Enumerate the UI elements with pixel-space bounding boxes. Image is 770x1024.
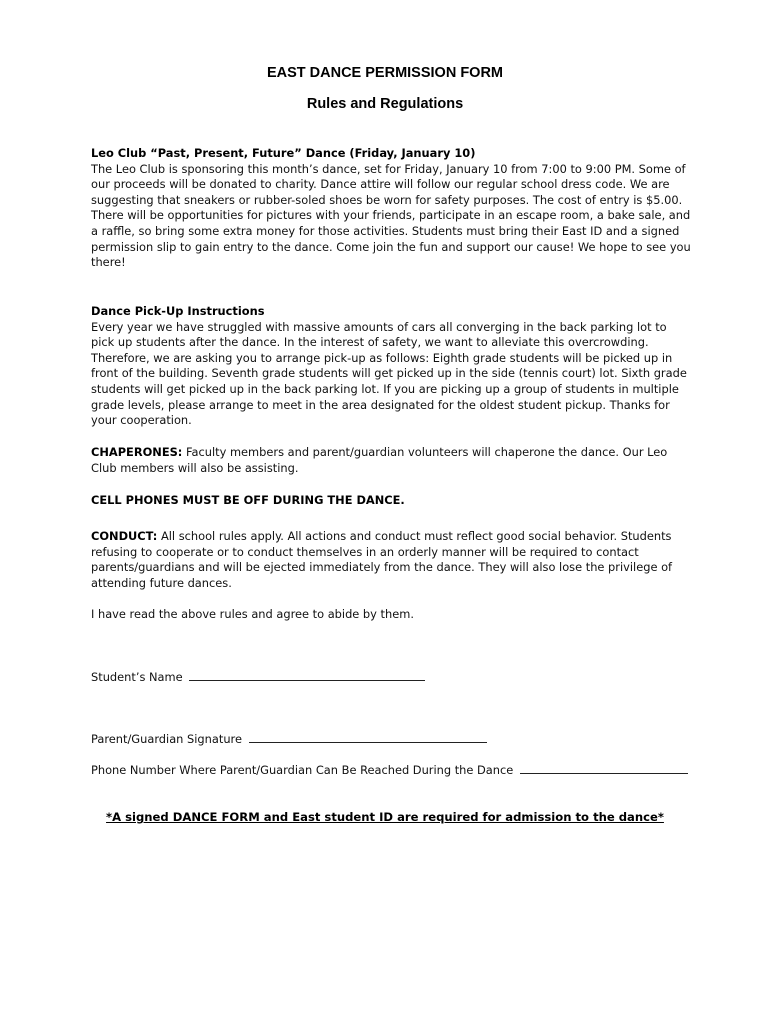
- leo-club-body: The Leo Club is sponsoring this month’s dance, set for Friday, January 10 from 7:00 to 9:00 PM. Some of our proceeds will be donated to charity. Dance attire will follow our regular school dress code. We are suggesting that sneakers or rubber-soled shoes be worn for safety purposes. The cost of entry is $5.00. There will be opportunities for pictures with your friends, participate in an escape room, a bake sale, and a raffle, so bring some extra money for those activities. Students must bring their East ID and a signed permission slip to gain entry to the dance. Come join the fun and support our cause! We hope to see you there!: [91, 161, 691, 270]
- leo-club-section: [91, 146, 691, 271]
- parent-signature-field[interactable]: [249, 732, 487, 743]
- chaperones-body: Faculty members and parent/guardian volunteers will chaperone the dance. Our Leo Club members will also be assisting.: [91, 445, 668, 475]
- footer-notice: *A signed DANCE FORM and East student ID are required for admission to the dance*: [106, 810, 664, 824]
- form-subtitle: Rules and Regulations: [306, 96, 464, 112]
- student-name-row: [91, 670, 425, 686]
- leo-club-heading: Leo Club “Past, Present, Future” Dance (Friday, January 10): [91, 146, 476, 160]
- chaperones-section: [91, 445, 691, 476]
- agreement-statement: I have read the above rules and agree to abide by them.: [91, 607, 414, 621]
- student-name-label: Student’s Name: [91, 670, 183, 684]
- phone-number-row: [91, 763, 688, 779]
- pickup-heading: Dance Pick-Up Instructions: [91, 304, 265, 318]
- student-name-field[interactable]: [189, 670, 425, 681]
- pickup-section: [91, 304, 691, 429]
- form-title: EAST DANCE PERMISSION FORM: [266, 65, 504, 81]
- chaperones-label: CHAPERONES:: [91, 445, 183, 459]
- parent-signature-row: [91, 732, 487, 748]
- phone-number-field[interactable]: [520, 763, 688, 774]
- pickup-body: Every year we have struggled with massive amounts of cars all converging in the back parking lot to pick up students after the dance. In the interest of safety, we want to alleviate this overcrowding. Therefore, we are asking you to arrange pick-up as follows: Eighth grade students will be picked up in front of the building. Seventh grade students will get picked up in the side (tennis court) lot. Sixth grade students will get picked up in the back parking lot. If you are picking up a group of students in multiple grade levels, please arrange to meet in the area designated for the oldest student pickup. Thanks for your cooperation.: [91, 319, 687, 428]
- parent-signature-label: Parent/Guardian Signature: [91, 732, 242, 746]
- conduct-body: All school rules apply. All actions and conduct must reflect good social behavior. Students refusing to cooperate or to conduct themselves in an orderly manner will be required to contact parents/guardians and will be ejected immediately from the dance. They will also lose the privilege of attending future dances.: [91, 529, 673, 590]
- conduct-section: [91, 529, 691, 591]
- phone-number-label: Phone Number Where Parent/Guardian Can Be Reached During the Dance: [91, 763, 514, 777]
- cell-phones-notice: CELL PHONES MUST BE OFF DURING THE DANCE.: [91, 493, 405, 507]
- conduct-label: CONDUCT:: [91, 529, 158, 543]
